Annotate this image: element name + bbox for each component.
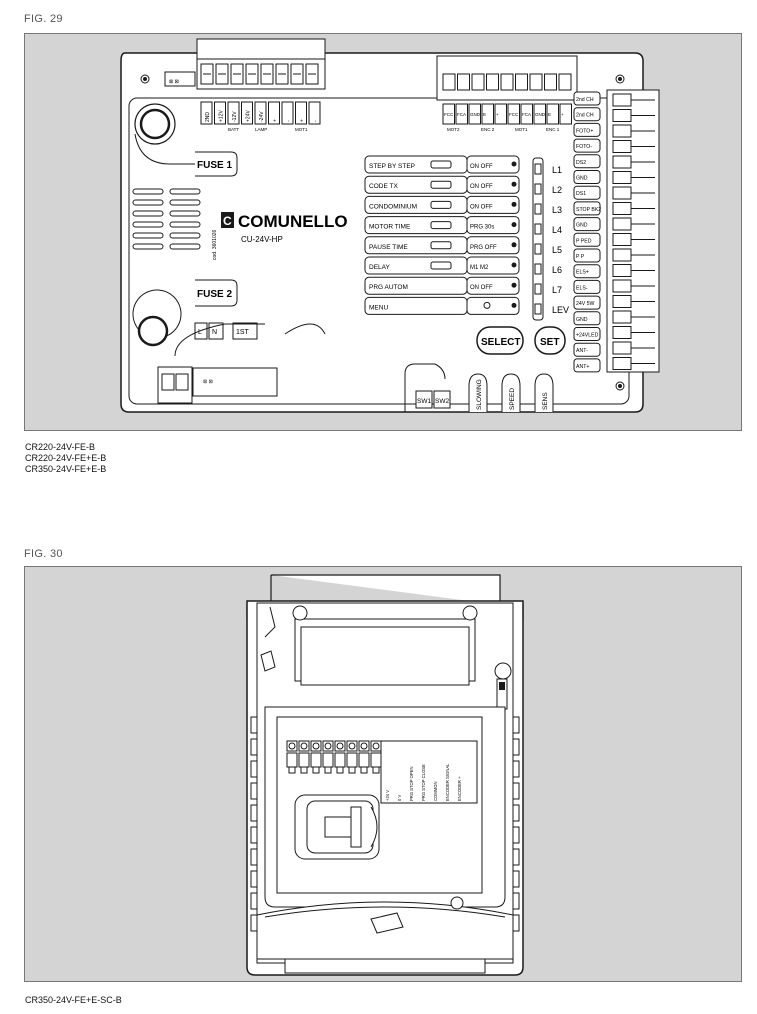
right-terminal-label: ELS-	[576, 285, 588, 292]
wiring-label-line: +24 V	[385, 789, 390, 801]
menu-label: MENU	[369, 304, 389, 312]
right-terminal-label: P PED	[576, 238, 592, 245]
led-indicator-icon	[512, 263, 517, 268]
set-button-label: SET	[540, 337, 560, 348]
right-terminal-label: GND	[576, 175, 588, 182]
wiring-label-line: COMMON	[433, 781, 438, 801]
model-line: CR350-24V-FE+E-SC-B	[25, 995, 122, 1005]
led-label: L5	[552, 245, 563, 255]
menu-label: CODE TX	[369, 183, 398, 191]
terminal-label: +24V	[245, 110, 252, 122]
select-button-label: SELECT	[481, 337, 521, 348]
led	[535, 244, 541, 254]
menu-value: ON OFF	[470, 204, 493, 211]
trimmer-label: SPEED	[509, 387, 516, 410]
terminal-group-label: ENC 1	[546, 127, 560, 132]
terminal-label: FCC	[444, 112, 454, 117]
led-indicator-icon	[512, 242, 517, 247]
control-board-diagram	[25, 34, 741, 430]
terminal-group-label: LAMP	[255, 127, 268, 132]
right-terminal-label: DS2	[576, 159, 587, 166]
wiring-label-line: ENCODER SIGNAL	[445, 763, 450, 801]
menu-value: ON OFF	[470, 184, 493, 191]
terminal-cell	[472, 74, 484, 90]
fig29-panel	[24, 33, 742, 431]
trimmer-label: SLOWING	[476, 379, 483, 410]
housing-diagram	[25, 567, 741, 981]
terminal-label: FCC	[509, 112, 519, 117]
base-foot	[285, 959, 485, 973]
terminal-cell	[501, 74, 513, 90]
terminal-label: -24V	[259, 111, 265, 122]
power-terminal-label: L	[198, 329, 202, 336]
menu-value: PRG OFF	[470, 244, 497, 251]
right-terminal-label: STOP BK2	[576, 206, 602, 213]
right-terminal-label: +24VLED	[576, 332, 599, 339]
trimmer-label: SENS	[542, 392, 549, 410]
screw-icon	[451, 897, 463, 909]
right-terminal-label: 2nd CH	[576, 97, 594, 103]
terminal-group-label: MOT1	[515, 127, 528, 132]
switch-label: SW1	[417, 398, 432, 405]
menu-label: DELAY	[369, 264, 390, 271]
fig29-model-list	[25, 442, 106, 475]
terminal-cell	[458, 74, 470, 90]
terminal-label: +	[272, 119, 279, 122]
menu-value: ON OFF	[470, 285, 493, 292]
menu-value: PRG 30s	[470, 224, 495, 231]
wiring-label-line: ENCODER +	[457, 776, 462, 801]
svg-text:⊠ ⊠: ⊠ ⊠	[203, 379, 213, 385]
led	[535, 204, 541, 214]
menu-value: ON OFF	[470, 164, 493, 170]
menu-label: CONDOMINIUM	[369, 203, 418, 211]
wiring-label-card	[381, 741, 477, 803]
led	[535, 264, 541, 274]
led-indicator-icon	[512, 182, 517, 187]
right-terminal-label: FOTO-	[576, 144, 593, 151]
menu-label: PRG AUTOM	[369, 284, 408, 292]
right-terminal-label: ANT-	[576, 348, 588, 355]
terminal-label: E	[548, 112, 552, 117]
led-label: L7	[552, 285, 563, 295]
led-label: L4	[552, 225, 563, 235]
terminal-cell	[530, 74, 542, 90]
menu-label: MOTOR TIME	[369, 223, 411, 231]
terminal-label: +12V	[218, 110, 225, 122]
led	[535, 224, 541, 234]
wiring-label-line: PRG STOP CLOSE	[421, 764, 426, 801]
capacitor-bottom	[139, 317, 167, 345]
led	[535, 164, 541, 174]
terminal-label: -	[313, 120, 319, 122]
terminal-label: GND	[470, 112, 480, 117]
terminal-label: E	[483, 112, 487, 117]
power-terminal-label: N	[212, 329, 218, 336]
right-terminal-label: ANT+	[576, 363, 590, 370]
terminal-label: GND	[535, 112, 545, 117]
terminal-group-label: MOT2	[447, 127, 460, 132]
led	[535, 304, 541, 314]
right-terminal-label: P P	[576, 254, 585, 260]
terminal-label: FCA	[457, 112, 466, 117]
led-indicator-icon	[512, 283, 517, 288]
terminal-cell	[487, 74, 499, 90]
led-indicator-icon	[512, 202, 517, 207]
right-terminal-label: 24V 5W	[576, 301, 595, 308]
led	[535, 184, 541, 194]
led	[535, 284, 541, 294]
led-label: L1	[552, 165, 563, 175]
led-label: L2	[552, 185, 563, 195]
right-terminal-label: FOTO+	[576, 128, 594, 135]
led-label: LEV	[552, 305, 570, 315]
menu-value-cell	[467, 297, 519, 314]
brand-mark: C	[223, 214, 232, 228]
right-terminal-label: ELS+	[576, 269, 589, 276]
right-terminal-label: GND	[576, 316, 588, 323]
model-line: CR220-24V-FE+E-B	[25, 453, 107, 463]
led-indicator-icon	[512, 303, 517, 308]
menu-label: PAUSE TIME	[369, 243, 408, 251]
terminal-cell	[516, 74, 528, 90]
menu-label: STEP BY STEP	[369, 163, 416, 170]
switch-label: SW2	[435, 398, 450, 405]
fig29-label: FIG. 29	[24, 13, 63, 25]
terminal-label: +	[496, 112, 499, 117]
terminal-label: +	[299, 119, 306, 122]
led-label: L6	[552, 265, 563, 275]
right-terminal-label: DS1	[576, 191, 587, 198]
wiring-label-line: PRG STOP OPEN	[409, 766, 414, 801]
fig30-label: FIG. 30	[24, 548, 63, 560]
right-terminal-label: 2nd CH	[576, 112, 594, 119]
top-right-terminal-block	[437, 56, 577, 100]
menu-value: M1 M2	[470, 265, 489, 271]
terminal-cell	[559, 74, 571, 90]
terminal-group-label: MOT1	[295, 127, 308, 132]
terminal-label: -12V	[232, 111, 238, 122]
screw-icon	[293, 606, 307, 620]
fuse1-label: FUSE 1	[197, 160, 233, 171]
led-indicator-icon	[512, 162, 517, 167]
model-line: CR220-24V-FE-B	[25, 442, 96, 452]
terminal-group-label: BATT	[228, 127, 240, 132]
terminal-label: 2ND	[205, 111, 211, 122]
right-terminal-label: GND	[576, 222, 588, 229]
power-terminal-label: 1ST	[236, 329, 249, 336]
model-code: CU-24V-HP	[241, 235, 283, 244]
led-part	[495, 663, 511, 679]
screw-icon	[463, 606, 477, 620]
fig30-panel	[24, 566, 742, 982]
right-terminal-block	[607, 90, 659, 372]
terminal-label: -	[286, 120, 292, 122]
top-left-terminal-block	[197, 39, 325, 89]
wiring-label-line: 0 V	[397, 794, 402, 801]
led-label: L3	[552, 205, 563, 215]
terminal-label: +	[561, 112, 564, 117]
terminal-label: FCA	[522, 112, 531, 117]
terminal-group-label: ENC 2	[481, 127, 495, 132]
brand-name: COMUNELLO	[238, 212, 348, 231]
led-indicator-icon	[512, 222, 517, 227]
fig30-model-list	[25, 995, 122, 1006]
terminal-cell	[545, 74, 557, 90]
model-line: CR350-24V-FE+E-B	[25, 464, 107, 474]
terminal-cell	[443, 74, 455, 90]
side-code: cod. 3601026	[212, 229, 218, 260]
fuse2-label: FUSE 2	[197, 289, 233, 300]
svg-text:⊠ ⊠: ⊠ ⊠	[169, 79, 179, 85]
motor	[295, 795, 379, 859]
